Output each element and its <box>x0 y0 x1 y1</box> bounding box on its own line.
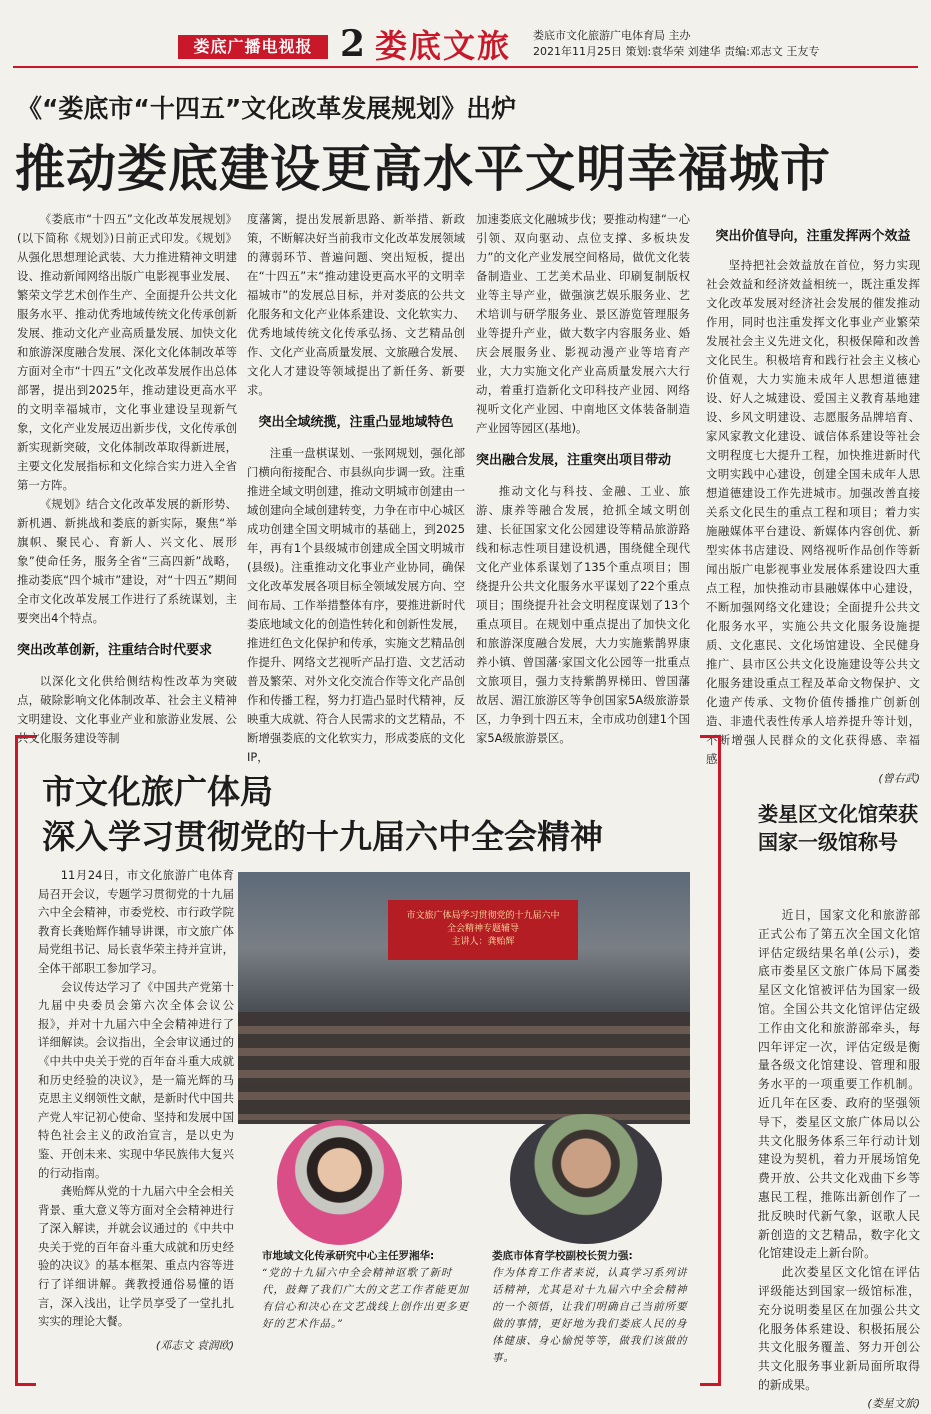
banner-text: 全会精神专题辅导 <box>446 924 519 934</box>
paragraph: 加速娄底文化融城步伐；要推动构建“一心引领、双向驱动、点位支撑、多板块发力”的文化产业发展空间格局，做优文化装备制造业、工艺美术品业、印刷复制版权业等主导产业，做强演艺娱乐服务业、艺术培训与研学服务业、景区游览管理服务业等提升产业，做大数字内容服务业、婚庆会展服务业、影视动漫产业等培育产业，大力实施文化产业高质量发展六大行动，着重打造新化文印科技产业园、网络视听文化产业园、中南地区文体装备制造产业园等园区(基地)。 <box>476 212 690 435</box>
byline: (曾右武) <box>878 772 920 785</box>
feature-title-line1: 市文化旅广体局 <box>42 772 273 811</box>
lead-kicker: 《“娄底市“十四五”文化改革发展规划》出炉 <box>17 94 517 123</box>
section-title: 娄底文旅 <box>375 27 512 65</box>
masthead-divider <box>13 66 918 68</box>
paragraph: 《规划》结合文化改革发展的新形势、新机遇、新挑战和娄底的新实际，聚焦“举旗帜、聚民心、育新人、兴文化、展形象”使命任务，服务全省“三高四新”战略，推动娄底“四个城市”建设，对“十四五”期间全市文化改革发展工作进行了系统谋划，主要突出4个特点。 <box>17 497 237 625</box>
caption-right <box>492 1248 692 1367</box>
caption-quote: 作为体育工作者来说，认真学习系列讲话精神，尤其是对十九届六中全会精神的一个领悟，让我们明确自己当前所要做的事情，更好地为我们娄底人民的身体健康、身心愉悦等等，做我们该做的事。 <box>492 1267 688 1364</box>
feature-bracket-right <box>700 735 721 1386</box>
masthead-credits: 2021年11月25日 策划:袁华荣 刘建华 责编:邓志文 王友专 <box>533 45 820 58</box>
lead-headline: 推动娄底建设更高水平文明幸福城市 <box>15 140 831 198</box>
caption-speaker: 娄底市体育学校副校长贺力强: <box>492 1250 633 1262</box>
feature-title-line2: 深入学习贯彻党的十九届六中全会精神 <box>42 817 603 856</box>
lead-column-4 <box>706 228 920 788</box>
paragraph: 推动文化与科技、金融、工业、旅游、康养等融合发展，抢抓全域文明创建、长征国家文化公园建设等精品旅游路线和标志性项目建设机遇，围绕健全现代文化产业体系谋划了135个重点项目；围绕提升公共文化服务水平谋划了22个重点项目；围绕提升社会文明程度谋划了13个重点项目。在规划中重点提出了加快文化和旅游深度融合发展，大力实施紫鹊界康养小镇、曾国藩·家国文化公园等一批重点文旅项目，强力支持紫鹊界梯田、曾国藩故居、湄江旅游区等争创国家5A级旅游景区，力争到十四五末，全市成功创建1个国家5A级旅游景区。 <box>476 484 690 745</box>
paragraph: 以深化文化供给侧结构性改革为突破点，破除影响文化体制改革、社会主义精神文明建设、文化事业产业和旅游业发展、公共文化服务建设等制 <box>17 674 237 745</box>
byline: (娄星文旅) <box>867 1396 920 1410</box>
lead-column-3 <box>476 210 690 748</box>
lead-column-1 <box>17 210 237 748</box>
portrait-luo-xianghua <box>277 1120 402 1245</box>
subheading: 突出改革创新，注重结合时代要求 <box>17 643 213 658</box>
page-number: 2 <box>340 23 366 65</box>
banner-text: 市文旅广体局学习贯彻党的十九届六中 <box>406 911 560 921</box>
audience-rows <box>238 1012 690 1120</box>
feature-text-column <box>38 866 234 1355</box>
paragraph: 近日，国家文化和旅游部正式公布了第五次全国文化馆评估定级结果名单(公示)，娄底市娄星区文旅广体局下属娄星区文化馆被评估为国家一级馆。全国公共文化馆评估定级工作由文化和旅游部牵头，每四年评定一次，评估定级是衡量各级文化馆建设、管理和服务水平的一项重要工作机制。近几年在区委、政府的坚强领导下，娄星区文旅广体局以公共文化服务体系三年行动计划建设为契机，着力开展场馆免费开放、公共文化戏曲下乡等惠民工程，推陈出新创作了一批反映时代新气象，讴歌人民新创造的文艺精品，数字化文化馆建设走上新台阶。 <box>758 908 920 1261</box>
meeting-photo <box>238 872 690 1124</box>
paragraph: 此次娄星区文化馆在评估评级能达到国家一级馆标准，充分说明娄星区在加强公共文化服务体系建设、积极拓展公共文化服务覆盖、努力开创公共文化服务事业新局面所取得的新成果。 <box>758 1265 920 1392</box>
banner-text: 主讲人：龚贻辉 <box>451 937 515 947</box>
byline: (邓志文 袁润欧) <box>155 1338 234 1352</box>
paragraph: 度藩篱，提出发展新思路、新举措、新政策，不断解决好当前我市文化改革发展领域的薄弱环节、普遍问题、突出短板，提出在“十四五”末“推动建设更高水平的文明幸福城市”的发展总目标，并对娄底的公共文化服务和文化产业体系建设、文化软实力、优秀地域传统文化传承弘扬、文艺精品创作、文化产业高质量发展、文旅融合发展、文化人才建设等领域提出了新任务、新要求。 <box>247 212 465 397</box>
subheading: 突出全域统揽，注重凸显地域特色 <box>258 415 454 430</box>
caption-speaker: 市地域文化传承研究中心主任罗湘华: <box>262 1250 435 1262</box>
paragraph: 《娄底市“十四五”文化改革发展规划》(以下简称《规划》)日前正式印发。《规划》从强化思想理论武装、大力推进精神文明建设、推动新闻网络出版广电影视事业发展、繁荣文学艺术创作生产、全面提升公共文化服务水平、推动优秀地域传统文化传承创新发展、推动文化产业高质量发展、加快文化和旅游深度融合发展、深化文化体制改革等方面对全市“十四五”文化改革发展作出总体部署，提出到2025年，推动建设更高水平的文明幸福城市，文化事业建设呈现新气象，文化产业发展迈出新步伐，文化传承创新实现新突破，文化体制改革取得新进展，主要文化发展指标和文化综合实力进入全省第一方阵。 <box>17 212 237 492</box>
paragraph: 11月24日，市文化旅游广电体育局召开会议，专题学习贯彻党的十九届六中全会精神，市委党校、市行政学院教育长龚贻辉作辅导讲课，市文旅广体局党组书记、局长袁华荣主持并宣讲，全体干部职工参加学习。 <box>38 868 234 975</box>
meeting-banner <box>388 900 578 960</box>
lead-column-2 <box>247 210 465 767</box>
paragraph: 会议传达学习了《中国共产党第十九届中央委员会第六次全体会议公报》，并对十九届六中全会精神进行了详细解读。会议指出，全会审议通过的《中共中央关于党的百年奋斗重大成就和历史经验的决议》，是一篇光辉的马克思主义纲领性文献，是新时代中国共产党人牢记初心使命、坚持和发展中国特色社会主义的政治宣言，是以史为鉴、开创未来、实现中华民族伟大复兴的行动指南。 <box>38 979 234 1180</box>
paragraph: 注重一盘棋谋划、一张网规划，强化部门横向衔接配合、市县纵向步调一致。注重推进全域文明创建，推动文明城市创建由一域创建向全域创建转变，力争在市中心城区成功创建全国文明城市的基础上，到2025年，再有1个县级城市创建成全国文明城市(县级)。注重推动文化事业产业协同，确保文化改革发展各项目标全领域发展方向、空间布局、工作举措整体有序，要推进新时代娄底地域文化的创造性转化和创新性发展，推进红色文化保护和传承，实施文艺精品创作提升、网络文艺视听产品打造、文艺活动普及繁荣、对外文化交流合作等文化产品创作和传播工程，努力打造凸显时代精神，反映重大成就、符合人民需求的文艺精品，不断增强娄底的文化软实力，形成娄底的文化IP， <box>247 446 465 764</box>
portrait-he-liqiang <box>510 1114 662 1244</box>
subheading: 突出价值导向，注重发挥两个效益 <box>715 229 911 244</box>
paragraph: 坚持把社会效益放在首位，努力实现社会效益和经济效益相统一，既注重发挥文化改革发展对经济社会发展的催发推动作用，同时也注重发挥文化事业产业繁荣发展社会主义先进文化，积极保障和改善文化民生。积极培育和践行社会主义核心价值观，大力实施未成年人思想道德建设、好人之城建设、爱国主义教育基地建设、乡风文明建设、志愿服务品牌培育、家风家教文化建设、诚信体系建设等社会文明程度七大提升工程，加快推进新时代文明实践中心建设，创建全国未成年人思想道德建设工作先进城市。加强改善直接关系文化民生的重点工程和项目；着力实施融媒体平台建设、新媒体内容创优、新型实体书店建设、网络视听作品创作等新闻出版广电影视事业发展体系建设四大重点工程，加快推动市县融媒体中心建设，不断加强网络文化建设；全面提升公共文化服务水平，实施公共文化服务设施提质、文化惠民、文化场馆建设、全民健身推广、县市区公共文化设施建设等公共文化服务建设重点工程及革命文物保护、文化遗产传承、文物价值传播推广创新创造、非遗代表性传承人培养提升等计划，不断增强人民群众的文化获得感、幸福感。 <box>706 258 920 766</box>
side-text-column <box>758 906 920 1414</box>
caption-quote: “党的十九届六中全会精神讴歌了新时代，鼓舞了我们广大的文艺工作者能更加有信心和决心在文艺战线上创作出更多更好的艺术作品。” <box>262 1267 469 1330</box>
caption-left <box>262 1248 470 1333</box>
subheading: 突出融合发展，注重突出项目带动 <box>476 453 672 468</box>
masthead-organizer: 娄底市文化旅游广电体育局 主办 <box>533 29 691 42</box>
feature-bracket-left <box>15 735 36 1386</box>
newspaper-logo: 娄底广播电视报 <box>178 35 328 59</box>
paragraph: 龚贻辉从党的十九届六中全会相关背景、重大意义等方面对全会精神进行了深入解读，并就会议通过的《中共中央关于党的百年奋斗重大成就和历史经验的决议》的基本框架、重点内容等进行了详细讲解。龚教授通俗易懂的语言，深入浅出，让学员享受了一堂扎扎实实的理论大餐。 <box>38 1184 234 1329</box>
side-headline: 娄星区文化馆荣获国家一级馆称号 <box>758 802 918 854</box>
